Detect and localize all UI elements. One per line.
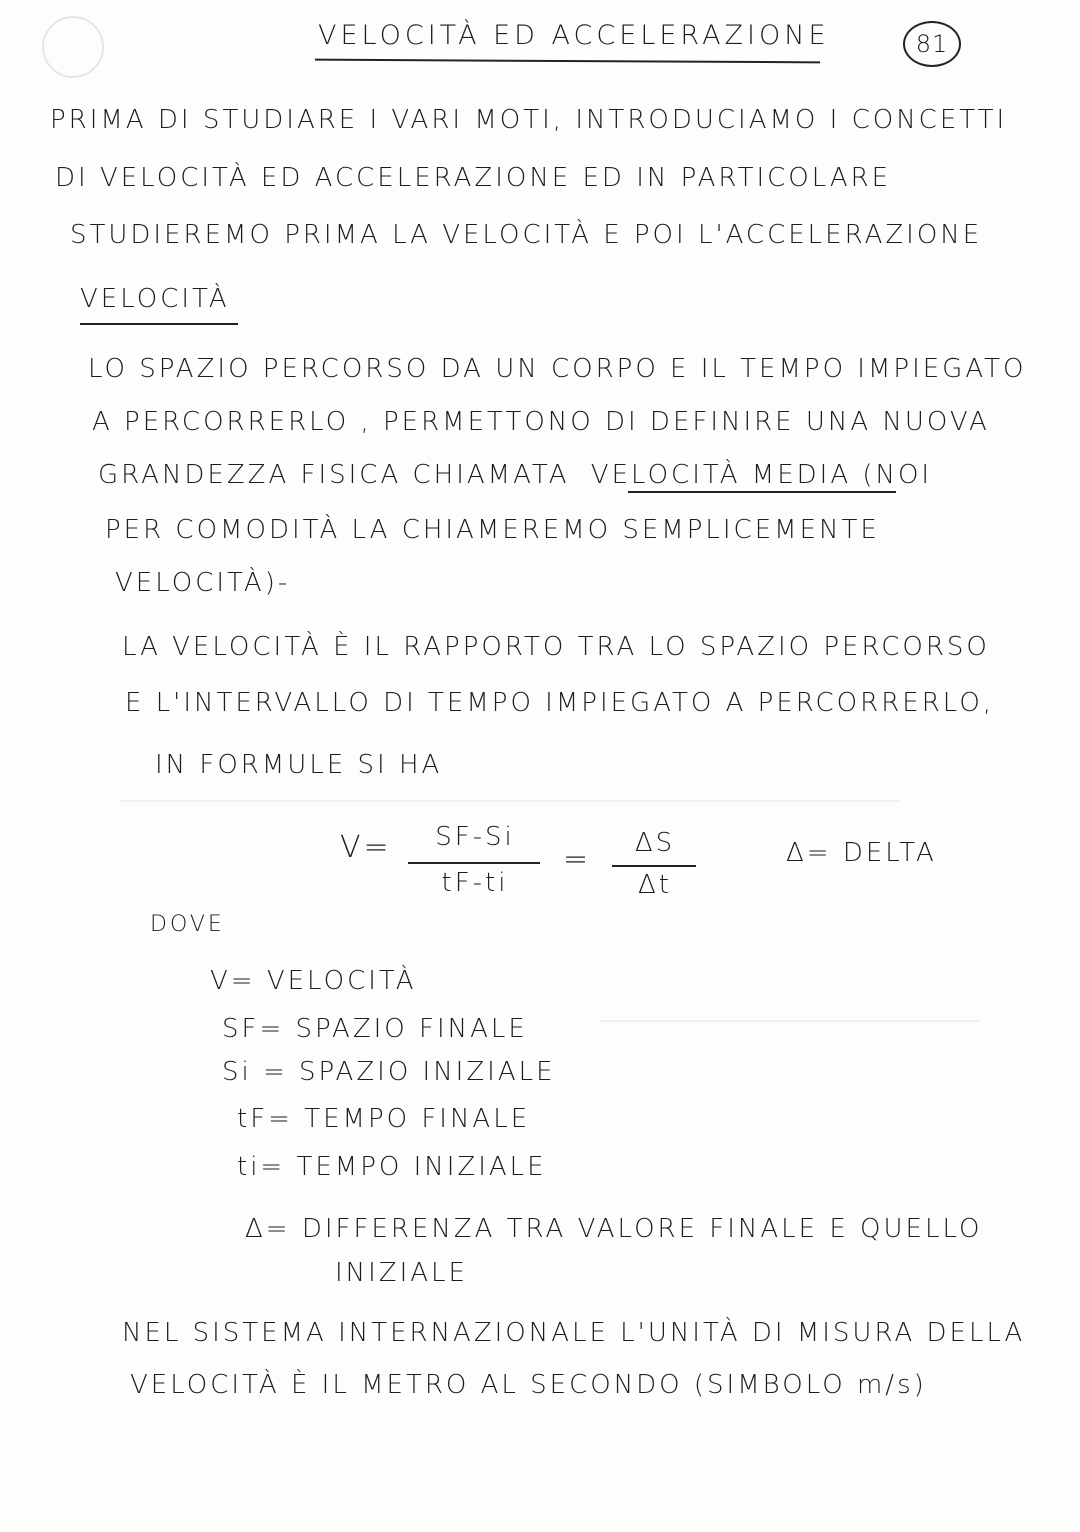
definition-item: Si = SPAZIO INIZIALE [222,1057,556,1087]
bleed-through-line [600,1020,980,1022]
heading-underline [80,323,238,325]
delta-numerator: ΔS [634,828,676,858]
intro-line: STUDIEREMO PRIMA LA VELOCITÀ E POI L'ACCELERAZIONE [70,220,983,250]
paragraph-text: GRANDEZZA FISICA CHIAMATA [98,460,570,490]
definition-item: INIZIALE [335,1258,468,1288]
paragraph-line: VELOCITÀ)- [115,568,291,598]
paragraph-line: LA VELOCITÀ È IL RAPPORTO TRA LO SPAZIO PERCORSO [122,632,990,662]
closing-line: VELOCITÀ È IL METRO AL SECONDO (SIMBOLO m/s) [130,1370,927,1400]
paragraph-line: IN FORMULE SI HA [155,750,443,780]
paragraph-line: PER COMODITÀ LA CHIAMEREMO SEMPLICEMENTE [105,515,880,545]
title-underline [315,59,820,64]
intro-line: PRIMA DI STUDIARE I VARI MOTI, INTRODUCIAMO I CONCETTI [50,105,1008,135]
fraction-bar [408,862,540,864]
paragraph-line: A PERCORRERLO , PERMETTONO DI DEFINIRE UNA NUOVA [92,407,990,437]
page-number: 81 [903,21,961,67]
page-title: VELOCITÀ ED ACCELERAZIONE [318,20,830,51]
defined-term: VELOCITÀ MEDIA [590,460,852,490]
term-underline [628,491,896,493]
delta-denominator: Δt [638,870,672,900]
paragraph-text: (NOI [862,460,933,490]
definition-item: SF= SPAZIO FINALE [222,1014,528,1044]
definition-item: ti= TEMPO INIZIALE [237,1152,547,1182]
definition-item: V= VELOCITÀ [210,966,417,996]
definition-item: tF= TEMPO FINALE [237,1104,531,1134]
formula-denominator: tF-ti [441,868,509,898]
bleed-through-line [120,800,900,802]
formula-lhs: V= [340,830,392,865]
closing-line: NEL SISTEMA INTERNAZIONALE L'UNITÀ DI MISURA DELLA [122,1318,1026,1348]
where-label: DOVE [150,912,225,937]
paragraph-line: LO SPAZIO PERCORSO DA UN CORPO E IL TEMPO IMPIEGATO [88,354,1027,384]
paragraph-line [98,460,932,490]
paragraph-line: E L'INTERVALLO DI TEMPO IMPIEGATO A PERCORRERLO, [125,688,995,718]
delta-note: Δ= DELTA [786,838,937,868]
formula-equals: = [563,842,592,877]
section-heading: VELOCITÀ [80,284,230,314]
fraction-bar [612,865,696,867]
definition-item: Δ= DIFFERENZA TRA VALORE FINALE E QUELLO [245,1214,983,1244]
faint-stamp [42,16,104,78]
formula-numerator: SF-Si [435,822,515,852]
intro-line: DI VELOCITÀ ED ACCELERAZIONE ED IN PARTICOLARE [55,163,892,193]
